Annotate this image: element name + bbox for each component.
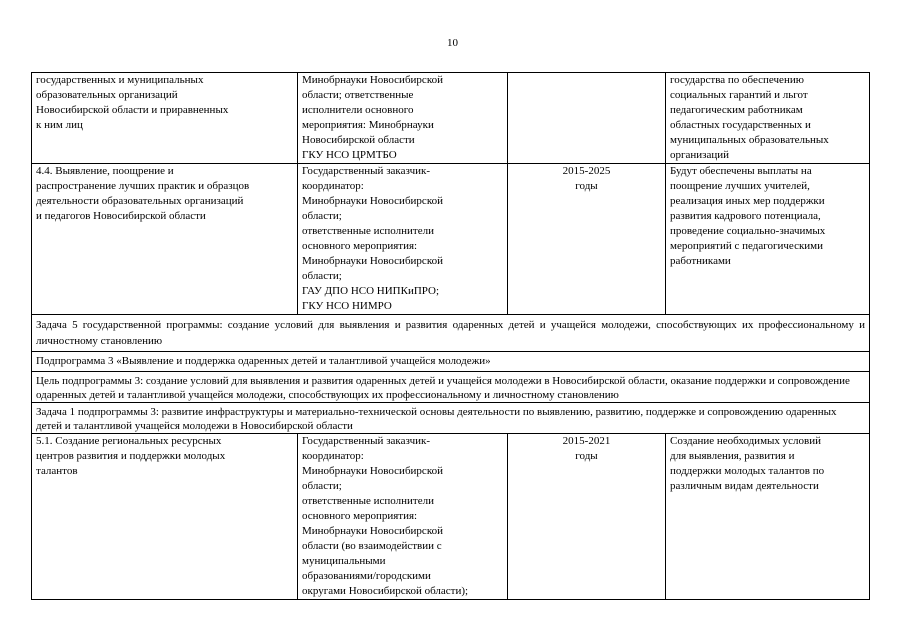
period-cell: 2015-2025 годы (508, 164, 666, 315)
measure-name-cell: 4.4. Выявление, поощрение и распространение лучших практик и образцов деятельности образовательных организаций и педагогов Новосибирской области (32, 164, 298, 315)
table-row (32, 164, 870, 315)
table-row (32, 352, 870, 372)
table-row (32, 434, 870, 600)
executors-cell: Государственный заказчик- координатор: Минобрнауки Новосибирской области; ответственные исполнители основного мероприятия: Минобрнауки Новосибирской области (во взаимодействии с муниципальными образованиями/городскими округами Новосибирской области); (298, 434, 508, 600)
table-row (32, 73, 870, 164)
table-row (32, 315, 870, 352)
table-row (32, 403, 870, 434)
executors-cell: Минобрнауки Новосибирской области; ответственные исполнители основного мероприятия: Минобрнауки Новосибирской области ГКУ НСО ЦРМТБО (298, 73, 508, 164)
table-row (32, 372, 870, 403)
result-cell: Создание необходимых условий для выявления, развития и поддержки молодых талантов по различным видам деятельности (666, 434, 870, 600)
result-cell: Будут обеспечены выплаты на поощрение лучших учителей, реализация иных мер поддержки развития кадрового потенциала, проведение социально-значимых мероприятий с педагогическими работниками (666, 164, 870, 315)
period-cell: 2015-2021 годы (508, 434, 666, 600)
subprogram3-heading: Подпрограмма 3 «Выявление и поддержка одаренных детей и талантливой учащейся молодежи» (32, 352, 870, 372)
subprogram3-task1: Задача 1 подпрограммы 3: развитие инфраструктуры и материально-технической основы деятельности по выявлению, развитию, поддержке и сопровождению одаренных детей и талантливой учащейся молодежи в Новосибирской области (32, 403, 870, 434)
result-cell: государства по обеспечению социальных гарантий и льгот педагогическим работникам областных государственных и муниципальных образовательных организаций (666, 73, 870, 164)
period-cell (508, 73, 666, 164)
measure-name-cell: государственных и муниципальных образовательных организаций Новосибирской области и приравненных к ним лиц (32, 73, 298, 164)
measure-name-cell: 5.1. Создание региональных ресурсных центров развития и поддержки молодых талантов (32, 434, 298, 600)
subprogram3-goal: Цель подпрограммы 3: создание условий для выявления и развития одаренных детей и учащейся молодежи в Новосибирской области, оказание поддержки и сопровождение одаренных детей и талантливой учащейся молодежи, способствующих их профессиональному и личностному становлению (32, 372, 870, 403)
task5-heading: Задача 5 государственной программы: создание условий для выявления и развития одаренных детей и учащейся молодежи, способствующих их профессиональному и личностному становлению (32, 315, 870, 352)
page-number: 10 (447, 37, 458, 49)
executors-cell: Государственный заказчик- координатор: Минобрнауки Новосибирской области; ответственные исполнители основного мероприятия: Минобрнауки Новосибирской области; ГАУ ДПО НСО НИПКиПРО; ГКУ НСО НИМРО (298, 164, 508, 315)
measures-table (31, 72, 870, 600)
